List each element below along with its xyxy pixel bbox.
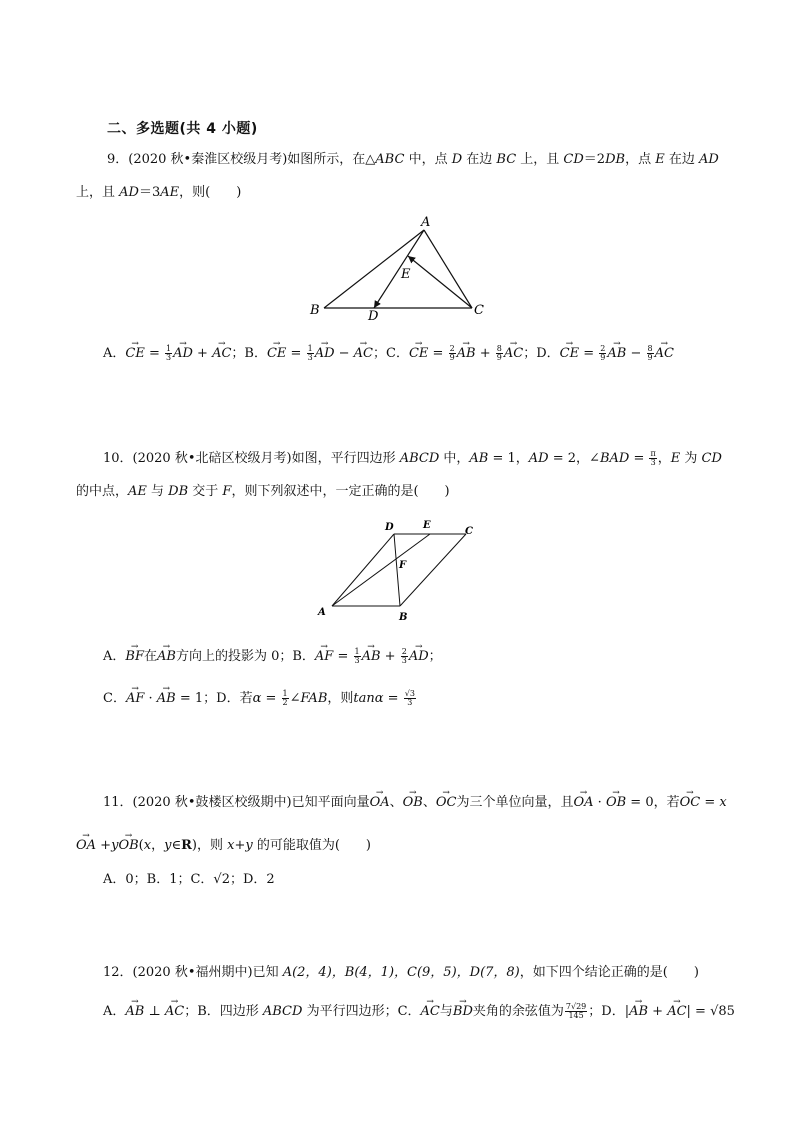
q10-text: 方向上的投影为 0；B．	[175, 649, 315, 664]
q10-var: E	[670, 451, 681, 466]
q9-triangle-figure	[300, 212, 500, 324]
frac-den: 9	[449, 353, 455, 362]
option-label: A．	[103, 1004, 126, 1019]
q10-label-e: E	[423, 520, 431, 531]
q9-var: AE	[160, 185, 180, 200]
vec-ab: → AB	[157, 689, 176, 709]
q10-var: BAD	[599, 451, 630, 466]
q10-text: = 1；D．若	[175, 691, 253, 706]
frac-num: 1	[166, 344, 172, 353]
vec-ac: → AC	[667, 1002, 686, 1022]
math-op: ·	[144, 691, 157, 706]
q10-text: 为	[680, 451, 702, 466]
option-label: A．	[103, 649, 126, 664]
fraction	[282, 690, 289, 707]
q10-text: ，则	[327, 691, 354, 706]
vec-ac: → AC	[421, 1002, 440, 1022]
vec-ad: → AD	[409, 647, 429, 667]
frac-num: π	[650, 449, 656, 458]
q11-text: 的可能取值为( )	[252, 838, 371, 853]
fraction	[307, 345, 314, 362]
option-label: C．	[103, 691, 126, 706]
vec-ab: → AB	[125, 1002, 144, 1022]
fraction	[496, 345, 503, 362]
q9-label-e: E	[401, 267, 411, 282]
frac-den: 145	[568, 1011, 584, 1020]
q10-text: = 1，	[488, 451, 529, 466]
frac-den: 9	[600, 353, 606, 362]
vec-ac: → AC	[354, 344, 373, 364]
q11-var: R	[181, 838, 192, 853]
vec-bd: → BD	[453, 1002, 473, 1022]
q12-text: ；D．|	[588, 1004, 630, 1019]
q12-text: 为平行四边形；C．	[302, 1004, 421, 1019]
frac-num: 1	[282, 689, 288, 698]
vec-ce: → CE	[125, 344, 144, 364]
q12-stem	[103, 963, 699, 983]
q9-text: 在边	[462, 152, 497, 167]
vec-ab: → AB	[362, 647, 381, 667]
q9-text: ＝3	[138, 185, 161, 200]
q11-var: y	[111, 838, 119, 853]
fraction	[404, 690, 416, 707]
vec-ce: → CE	[267, 344, 286, 364]
q12-text: ，如下四个结论正确的是( )	[519, 965, 699, 980]
q9-var: DB	[605, 152, 626, 167]
q10-var: AB	[469, 451, 489, 466]
q10-stem-line2	[76, 482, 450, 502]
q11-text: )，则	[191, 838, 228, 853]
q10-text: 10．(2020 秋•北碚区校级月考)如图，平行四边形	[103, 451, 400, 466]
math-op: +	[380, 649, 400, 664]
q10-var: AD	[528, 451, 549, 466]
fraction	[649, 450, 656, 467]
q12-text: 夹角的余弦值为	[472, 1004, 564, 1019]
q10-label-c: C	[465, 526, 473, 537]
q9-side-ac	[424, 230, 472, 308]
section-title: 二、多选题(共 4 小题)	[107, 121, 258, 137]
vec-af: → AF	[126, 689, 144, 709]
q12-text: 12．(2020 秋•福州期中)已知	[103, 965, 283, 980]
q10-text: 中，	[439, 451, 470, 466]
q9-text: 中，点	[404, 152, 452, 167]
option-label: ；D．	[523, 346, 560, 361]
q10-stem-line1	[103, 449, 722, 469]
q9-text: 上，且	[516, 152, 564, 167]
q9-label-a: A	[421, 215, 431, 230]
frac-num: 8	[647, 344, 653, 353]
q10-text: ，则下列叙述中，一定正确的是( )	[231, 484, 450, 499]
q10-text: ；	[428, 649, 442, 664]
math-op: +	[96, 838, 112, 853]
fraction	[647, 345, 654, 362]
option-label: ；B．	[231, 346, 267, 361]
vec-ob: → OB	[606, 793, 626, 813]
q10-side-ad	[332, 534, 394, 606]
math-op: =	[629, 451, 649, 466]
option-label: ；C．	[373, 346, 409, 361]
frac-den: 9	[496, 353, 502, 362]
q10-var: α	[252, 691, 262, 706]
math-op: ⊥	[144, 1004, 165, 1019]
q11-text: 、	[422, 795, 436, 810]
option-label: A．	[103, 346, 126, 361]
vec-bf: → BF	[125, 647, 144, 667]
q11-text: 、	[389, 795, 403, 810]
vec-ab: → AB	[607, 344, 626, 364]
vec-ab: → AB	[157, 647, 176, 667]
math-op: ·	[593, 795, 606, 810]
q11-text: 11．(2020 秋•鼓楼区校级期中)已知平面向量	[103, 795, 370, 810]
math-op: +	[648, 1004, 668, 1019]
q9-text: 9．(2020 秋•秦淮区校级月考)如图所示，在△	[107, 152, 376, 167]
math-op: =	[286, 346, 306, 361]
math-op: +	[192, 346, 213, 361]
q12-options	[103, 1002, 735, 1022]
frac-den: 3	[307, 353, 313, 362]
vec-ac: → AC	[165, 1002, 184, 1022]
q10-side-bc	[400, 534, 466, 606]
q9-options	[103, 344, 674, 364]
vec-ob: → OB	[403, 793, 423, 813]
q10-text: 在	[143, 649, 157, 664]
q9-var: D	[451, 152, 463, 167]
math-op: ∈	[171, 838, 182, 853]
q12-points: A(2，4)，B(4，1)，C(9，5)，D(7，8)	[282, 965, 520, 980]
q10-label-b: B	[399, 612, 408, 623]
q10-var: CD	[701, 451, 722, 466]
vec-ab: → AB	[629, 1002, 648, 1022]
math-op: =	[333, 649, 353, 664]
q11-stem-line1	[103, 793, 727, 813]
frac-den: 3	[407, 698, 413, 707]
frac-den: 3	[401, 656, 407, 665]
frac-den: 3	[650, 458, 656, 467]
math-op: −	[334, 346, 354, 361]
q12-text: ；B．四边形	[184, 1004, 263, 1019]
q10-var: tanα	[353, 691, 384, 706]
q11-stem-line2	[76, 836, 371, 856]
q11-var: x	[143, 838, 152, 853]
q9-vector-ad	[374, 230, 424, 308]
vec-ac: → AC	[655, 344, 674, 364]
vec-ab: → AB	[457, 344, 476, 364]
frac-num: 1	[307, 344, 313, 353]
q10-var: DB	[168, 484, 189, 499]
q10-var: F	[222, 484, 232, 499]
q10-options-line2	[103, 689, 417, 709]
vec-ob: → OB	[118, 836, 138, 856]
frac-den: 2	[282, 698, 288, 707]
q9-stem-line1	[107, 150, 719, 170]
q9-var: AD	[698, 152, 719, 167]
frac-num: 2	[401, 647, 407, 656]
q9-var: BC	[496, 152, 517, 167]
vec-oc: → OC	[680, 793, 701, 813]
q11-text: 为三个单位向量，且	[456, 795, 574, 810]
q9-text: ，则( )	[179, 185, 242, 200]
vec-ac: → AC	[504, 344, 523, 364]
math-op: =	[579, 346, 599, 361]
math-op: ∠	[289, 691, 301, 706]
q9-label-b: B	[310, 303, 320, 318]
vec-ad: → AD	[173, 344, 193, 364]
fraction	[599, 345, 606, 362]
vec-oa: → OA	[574, 793, 594, 813]
q10-label-f: F	[399, 560, 407, 571]
fraction	[449, 345, 456, 362]
q9-var: CD	[563, 152, 584, 167]
q11-text: ，	[151, 838, 165, 853]
vec-oc: → OC	[436, 793, 457, 813]
q11-var: y	[164, 838, 172, 853]
frac-num: 2	[449, 344, 455, 353]
q11-text: (	[138, 838, 144, 853]
math-op: =	[383, 691, 403, 706]
vec-ad: → AD	[315, 344, 335, 364]
q12-var: ABCD	[262, 1004, 303, 1019]
q9-var: E	[655, 152, 665, 167]
math-op: +	[475, 346, 495, 361]
frac-num: 7√29	[565, 1002, 587, 1011]
frac-num: 1	[354, 647, 360, 656]
q9-var: ABC	[375, 152, 405, 167]
q10-line-ae	[332, 534, 430, 606]
q11-var: x+y	[227, 838, 253, 853]
vec-ce: → CE	[560, 344, 579, 364]
fraction	[165, 345, 172, 362]
q10-parallelogram-figure	[310, 514, 480, 626]
math-op: =	[700, 795, 720, 810]
q11-options: A．0；B．1；C．√2；D．2	[103, 872, 275, 887]
q9-label-c: C	[474, 303, 484, 318]
vec-oa: → OA	[370, 793, 390, 813]
fraction	[565, 1003, 587, 1020]
q10-var: FAB	[300, 691, 328, 706]
frac-num: 2	[600, 344, 606, 353]
q10-options-line1	[103, 647, 442, 667]
q12-text: | = √85	[686, 1004, 735, 1019]
q9-text: ＝2	[583, 152, 606, 167]
frac-num: 8	[496, 344, 502, 353]
math-op: =	[261, 691, 281, 706]
fraction	[401, 648, 408, 665]
q10-text: ，	[657, 451, 671, 466]
q9-text: 上，且	[76, 185, 120, 200]
vec-af: → AF	[315, 647, 333, 667]
q9-stem-line2	[76, 183, 241, 203]
q10-text: 交于	[188, 484, 223, 499]
vec-oa: → OA	[76, 836, 96, 856]
q9-var: AD	[119, 185, 139, 200]
q10-label-a: A	[318, 607, 326, 618]
fraction	[354, 648, 361, 665]
q11-text: = 0，若	[626, 795, 680, 810]
q10-label-d: D	[385, 522, 394, 533]
q9-text: ，点	[625, 152, 656, 167]
q9-label-d: D	[368, 309, 379, 324]
math-op: =	[428, 346, 448, 361]
q9-text: 在边	[664, 152, 699, 167]
q10-text: 与	[146, 484, 169, 499]
q9-vector-ce	[408, 256, 472, 308]
vec-ac: → AC	[212, 344, 231, 364]
q10-var: ABCD	[399, 451, 440, 466]
q12-text: 与	[439, 1004, 453, 1019]
math-op: =	[144, 346, 164, 361]
q10-var: AE	[128, 484, 147, 499]
frac-den: 3	[166, 353, 172, 362]
q10-text: = 2，∠	[548, 451, 600, 466]
vec-ce: → CE	[409, 344, 428, 364]
math-op: −	[626, 346, 646, 361]
q11-var: x	[719, 795, 727, 810]
frac-num: √3	[404, 689, 415, 698]
frac-den: 9	[647, 353, 653, 362]
q10-text: 的中点，	[76, 484, 129, 499]
frac-den: 3	[354, 656, 360, 665]
